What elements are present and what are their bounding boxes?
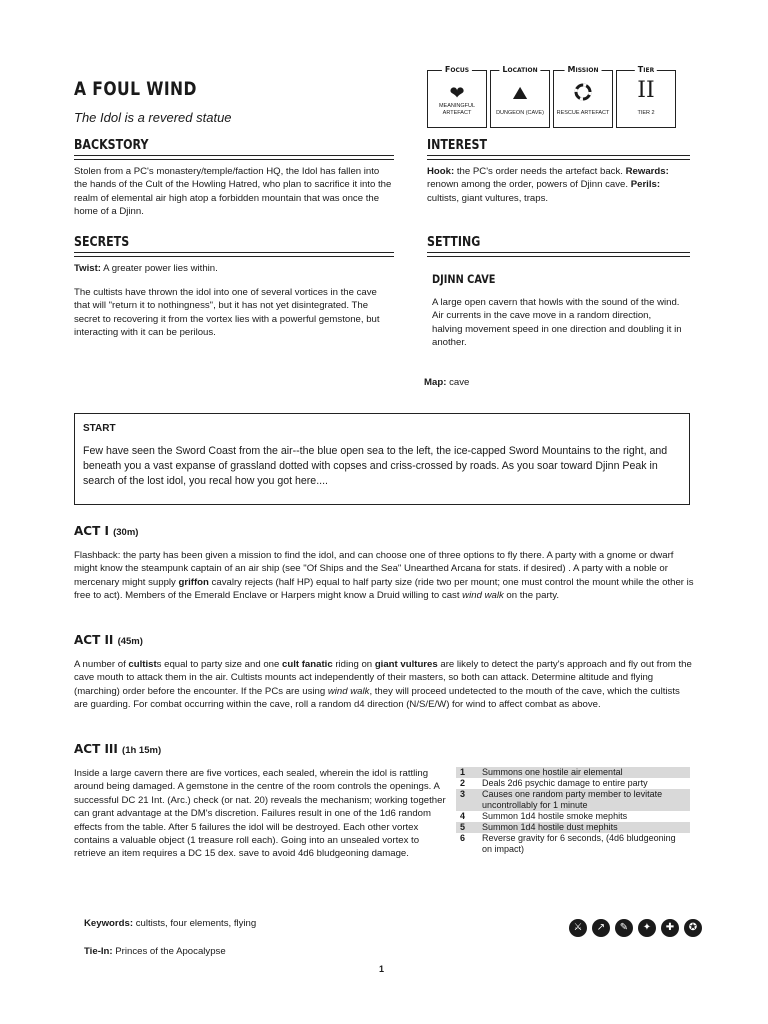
cult-fanatic-term: cult fanatic [282,659,333,670]
act3-time: (1h 15m) [122,745,162,756]
rewards-text: renown among the order, powers of Djinn cave. [427,179,629,191]
backstory-heading: BACKSTORY [74,138,149,153]
focus-tag-value: MEANINGFUL ARTEFACT [438,103,476,116]
effect-text: Summons one hostile air elemental [478,767,690,778]
keywords-line [84,917,256,930]
map-line [424,376,469,389]
act3-heading [74,742,161,756]
interest-heading: INTEREST [427,138,488,153]
hook-label: Hook: [427,166,455,177]
act3-title: ACT III [74,742,118,756]
start-heading: START [83,423,116,434]
page-title: A FOUL WIND [74,78,197,100]
backstory-text: Stolen from a PC's monastery/temple/faction HQ, the Idol has fallen into the hands of the Cult of the Howling Hatred, who plan to sacrifice it into the realm of elemental air high atop a forbidden mountain that was once the home of a Djinn. [74,166,392,218]
page-subtitle: The Idol is a revered statue [74,110,232,125]
crossed-swords-icon: ⚔ [569,919,587,937]
badge-icon: ✪ [684,919,702,937]
secrets-rule [74,252,394,257]
page-number: 1 [379,964,385,974]
focus-tag-label: Focus [442,65,472,74]
lifebuoy-icon [574,83,592,105]
effects-table [456,767,690,855]
sword-icon: ↗ [592,919,610,937]
table-row [456,767,690,778]
mission-tag-label: Mission [565,65,602,74]
act2-text [74,658,694,712]
act1-text-part: cavalry rejects (half HP) equal to half party size (ride two per mount; one must control the mount while the other is free to act). Members of the Emerald Enclave or Harpers might know a Druid willing to cast [74,576,694,602]
tiein-value: Princes of the Apocalypse [115,946,226,957]
act2-title: ACT II [74,633,114,647]
effect-text: Summon 1d4 hostile dust mephits [478,822,690,833]
act2-text-part: , they will proceed undetected to the mouth of the cave, which the cultists are guarding. For combat occurring within the cave, roll a random d4 direction (N/S/E/W) for wind to affect combat as above. [74,685,680,711]
location-tag-label: Location [499,65,540,74]
rewards-label: Rewards: [625,166,669,177]
table-row [456,833,690,855]
effect-number: 4 [460,811,466,821]
heart-icon: ❤ [449,83,465,103]
act1-time: (30m) [113,527,139,538]
tier-tag-value: TIER 2 [637,110,655,116]
act1-text-part: Flashback: the party has been given a mission to find the idol, and can choose one of three options to fly there. A party with a gnome or dwarf might know the steampunk captain of an air ship (see "Of Ships and the Sea" Unearthed Arcana for stats. if desired) . A party with a noble or mercenary might supply [74,550,674,588]
act1-heading [74,524,138,538]
map-value: cave [449,377,470,388]
perils-text: cultists, giant vultures, traps. [427,192,549,204]
act2-heading [74,633,143,647]
setting-heading: SETTING [427,235,481,250]
twist-line [74,262,394,275]
cave-icon: ⛰ [512,83,528,103]
setting-text: A large open cavern that howls with the sound of the wind. Air currents in the cave move in a random direction, halving movement speed in one direction and doubling it in another. [432,297,682,349]
wind-walk-term: wind walk [327,685,370,697]
act2-text-part: s equal to party size and one [156,659,283,670]
table-row [456,811,690,822]
act1-text [74,549,694,603]
act1-title: ACT I [74,524,109,538]
mission-tag [553,65,613,128]
hook-text: the PC's order needs the artefact back. [456,166,623,177]
interest-text [427,165,690,205]
effect-text: Deals 2d6 psychic damage to entire party [482,778,648,788]
start-box [74,413,690,505]
tiein-label: Tie-In: [84,946,113,957]
setting-rule [427,252,690,257]
effect-text: Summon 1d4 hostile smoke mephits [482,811,628,821]
wind-walk-term: wind walk [462,590,504,602]
start-text: Few have seen the Sword Coast from the air--the blue open sea to the left, the ice-capped Sword Mountains to the right, and beneath you a vast expanse of grassland dotted with copses and criss-crossed by roads. As you soar toward Djinn Peak in search of the lost idol, you recal how you got here.... [83,445,668,487]
act2-time: (45m) [117,636,143,647]
tiein-line [84,945,226,958]
focus-tag [427,65,487,128]
map-label: Map: [424,377,447,388]
location-name: DJINN CAVE [432,272,496,286]
secrets-text: The cultists have thrown the idol into one of several vortices in the cave that will "return it to nothingness", but it has not yet disintegrated. The secret to recovering it from the vortex lies with a powerful gemstone, but interacting with it can be perilous. [74,287,380,339]
table-row [456,789,690,811]
perils-label: Perils: [630,179,661,191]
act2-text-part: A number of [74,659,129,670]
secrets-heading: SECRETS [74,235,130,250]
act2-text-part: are likely to detect the party's approach and fly out from the cave mouth to attack them in the air. Cultists mounts act independently of their masters, so both can attack. Determine altitude and flying (marching) order before the encounter. If the PCs are using [74,659,692,697]
effect-number: 2 [460,778,466,788]
act1-text-part: on the party. [503,590,560,602]
giant-vultures-term: giant vultures [374,659,438,670]
tier-numeral: II [637,78,655,103]
effect-number: 6 [460,833,466,843]
torch-icon: ✎ [615,919,633,937]
effect-number: 3 [456,789,478,811]
griffon-term: griffon [178,576,209,588]
act3-text: Inside a large cavern there are five vortices, each sealed, wherein the idol is rattling around being damaged. A gemstone in the centre of the room controls the openings. A successful DC 21 Int. (Arc.) check (or nat. 20) reveals the mechanism; working together can grant advantage at the DM's discretion. Failures result in one of the 1d6 random effects from the table. After 5 failures the idol will be destroyed. Each other vortex contains a valuable object (1 treasure roll each). Going into an unsealed vortex to retrieve an item requires a DC 15 dex. save to avoid 4d6 bludgeoning damage. [74,768,446,860]
effect-text: Reverse gravity for 6 seconds, (4d6 bludgeoning on impact) [482,833,676,854]
effect-number: 5 [456,822,478,833]
tier-tag-label: Tier [635,65,657,74]
effect-text: Causes one random party member to levitate uncontrollably for 1 minute [478,789,690,811]
cultist-term: cultist [128,659,157,670]
puzzle-icon: ✚ [661,919,679,937]
interest-rule [427,155,690,160]
twist-label: Twist: [74,263,102,274]
mission-tag-value: RESCUE ARTEFACT [556,110,610,116]
location-tag [490,65,550,128]
backstory-rule [74,155,394,160]
effect-number: 1 [456,767,478,778]
act2-text-part: riding on [332,659,375,670]
table-row [456,822,690,833]
chat-icon: ✦ [638,919,656,937]
keywords-label: Keywords: [84,918,134,929]
table-row [456,778,690,789]
tier-tag [616,65,676,128]
twist-text: A greater power lies within. [103,263,218,274]
location-tag-value: DUNGEON (CAVE) [496,110,544,116]
keywords-value: cultists, four elements, flying [135,918,257,929]
